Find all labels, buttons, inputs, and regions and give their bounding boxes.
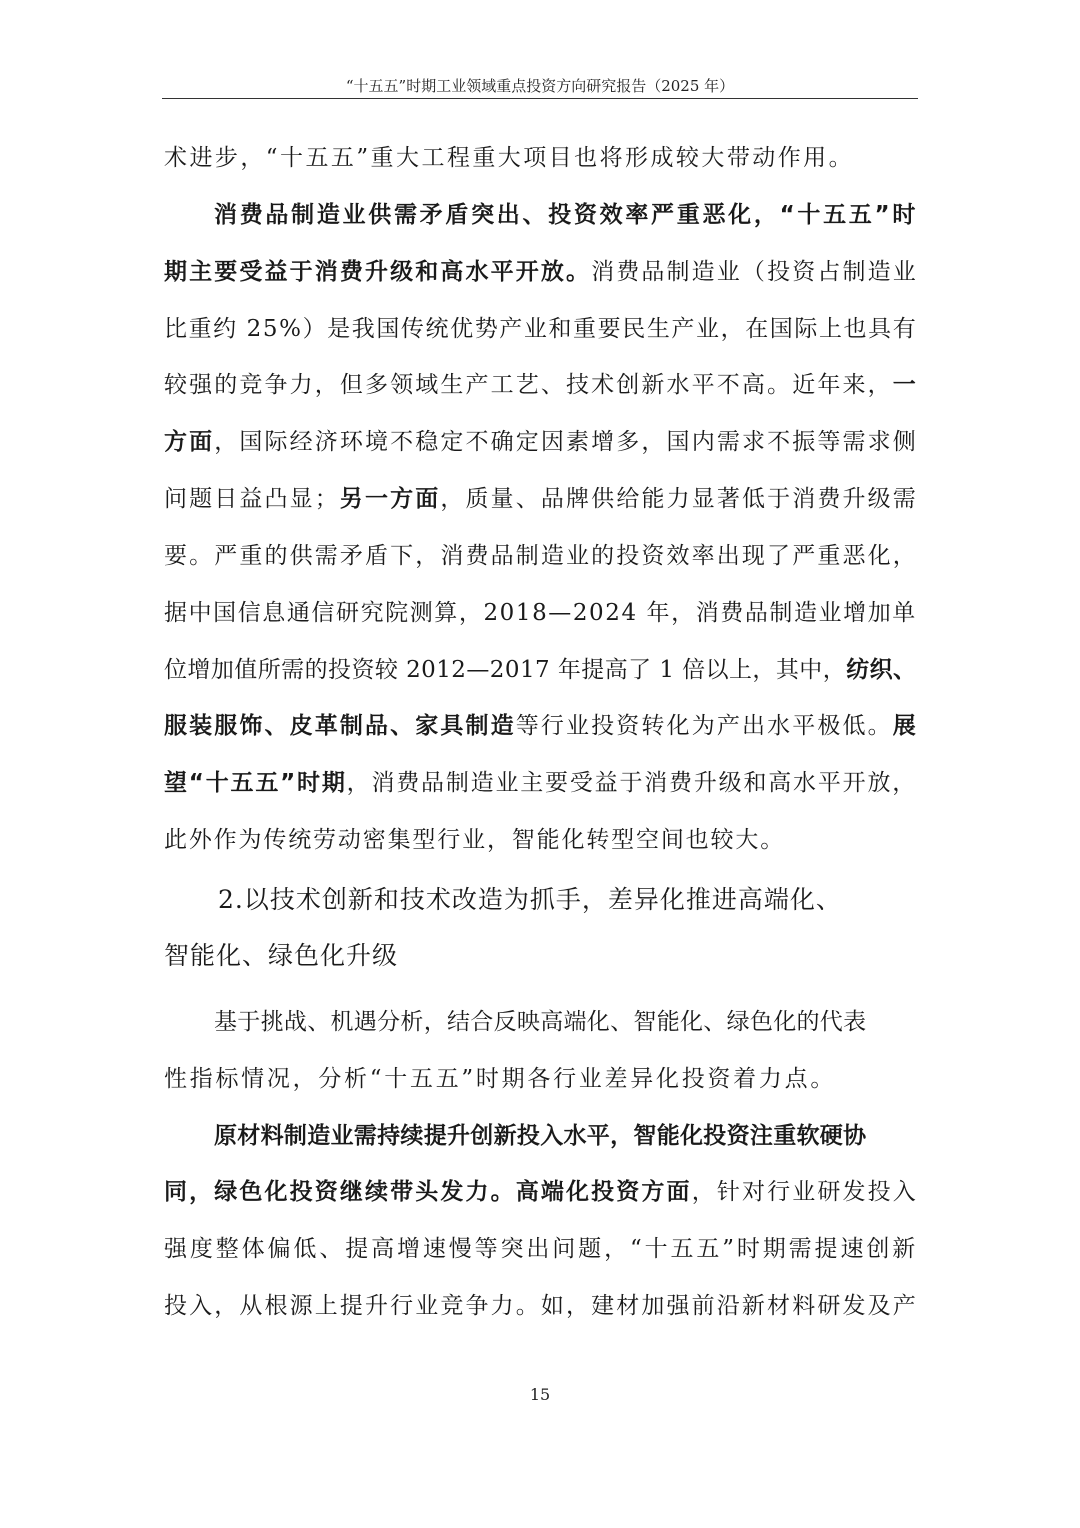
- page-number: 15: [529, 1385, 551, 1404]
- bold-text-run: 服装服饰、皮革制品、家具制造: [164, 713, 516, 739]
- paragraph-line: [214, 1121, 866, 1151]
- bold-text-run: 消费品制造业供需矛盾突出、投资效率严重恶化，“十五五”时: [214, 202, 919, 228]
- text-run: 性指标情况，分析“十五五”时期各行业差异化投资着力点。: [164, 1066, 837, 1092]
- text-run: 位增加值所需的投资较 2012—2017 年提高了 1 倍以上，其中，: [164, 657, 847, 683]
- text-run: ，质量、品牌供给能力显著低于消费升级需: [440, 486, 918, 512]
- bold-text-run: 方面: [164, 429, 215, 455]
- bold-text-run: 同，绿色化投资继续带头发力。高端化投资方面: [164, 1179, 692, 1205]
- running-header: “十五五”时期工业领域重点投资方向研究报告（2025 年）: [345, 77, 735, 95]
- paragraph-line: [164, 655, 917, 685]
- text-run: 较强的竞争力，但多领域生产工艺、技术创新水平不高。近年来，: [164, 372, 893, 398]
- section-heading-line-1: 2.以技术创新和技术改造为抓手，差异化推进高端化、: [218, 885, 842, 914]
- paragraph-line: [164, 1234, 918, 1264]
- text-run: ，消费品制造业主要受益于消费升级和高水平开放，: [346, 770, 918, 796]
- text-run: 消费品制造业（投资占制造业: [591, 259, 918, 285]
- header-divider: [162, 98, 918, 99]
- text-run: 此外作为传统劳动密集型行业，智能化转型空间也较大。: [164, 827, 786, 853]
- paragraph-line: [164, 143, 854, 173]
- text-run: 问题日益凸显；: [164, 486, 340, 512]
- paragraph-line: [164, 257, 918, 287]
- bold-text-run: 一: [892, 372, 918, 398]
- bold-text-run: 纺织、: [846, 657, 917, 683]
- bold-text-run: 望“十五五”时期: [164, 770, 347, 796]
- text-run: 等行业投资转化为产出水平极低。: [515, 713, 893, 739]
- paragraph-line: [164, 314, 917, 344]
- text-run: 比重约 25%）是我国传统优势产业和重要民生产业，在国际上也具有: [164, 316, 918, 342]
- paragraph-line: [164, 1177, 918, 1207]
- section-heading-line-2: 智能化、绿色化升级: [164, 941, 399, 970]
- paragraph-line: [164, 1291, 918, 1321]
- text-run: 投入，从根源上提升行业竞争力。如，建材加强前沿新材料研发及产: [164, 1293, 918, 1319]
- text-run: 要。严重的供需矛盾下，消费品制造业的投资效率出现了严重恶化，: [164, 543, 918, 569]
- paragraph-line: [164, 598, 917, 628]
- paragraph-line: [164, 768, 917, 798]
- paragraph-line: [164, 541, 918, 571]
- text-run: ，针对行业研发投入: [691, 1179, 918, 1205]
- paragraph-line: [164, 370, 918, 400]
- paragraph-line: [164, 484, 918, 514]
- bold-text-run: 另一方面: [339, 486, 441, 512]
- text-run: ，国际经济环境不稳定不确定因素增多，国内需求不振等需求侧: [214, 429, 918, 455]
- text-run: 基于挑战、机遇分析，结合反映高端化、智能化、绿色化的代表: [214, 1009, 867, 1035]
- text-run: 据中国信息通信研究院测算，2018—2024 年，消费品制造业增加单: [164, 600, 917, 626]
- text-run: 强度整体偏低、提高增速慢等突出问题，“十五五”时期需提速创新: [164, 1236, 919, 1262]
- paragraph-line: [164, 711, 918, 741]
- paragraph-line: [164, 427, 918, 457]
- paragraph-line: [164, 1064, 836, 1094]
- paragraph-line: [164, 825, 785, 855]
- paragraph-line: [214, 1007, 866, 1037]
- bold-text-run: 展: [892, 713, 918, 739]
- bold-text-run: 原材料制造业需持续提升创新投入水平，智能化投资注重软硬协: [214, 1123, 867, 1149]
- paragraph-line: [214, 200, 918, 230]
- text-run: 术进步，“十五五”重大工程重大项目也将形成较大带动作用。: [164, 145, 855, 171]
- bold-text-run: 期主要受益于消费升级和高水平开放。: [164, 259, 592, 285]
